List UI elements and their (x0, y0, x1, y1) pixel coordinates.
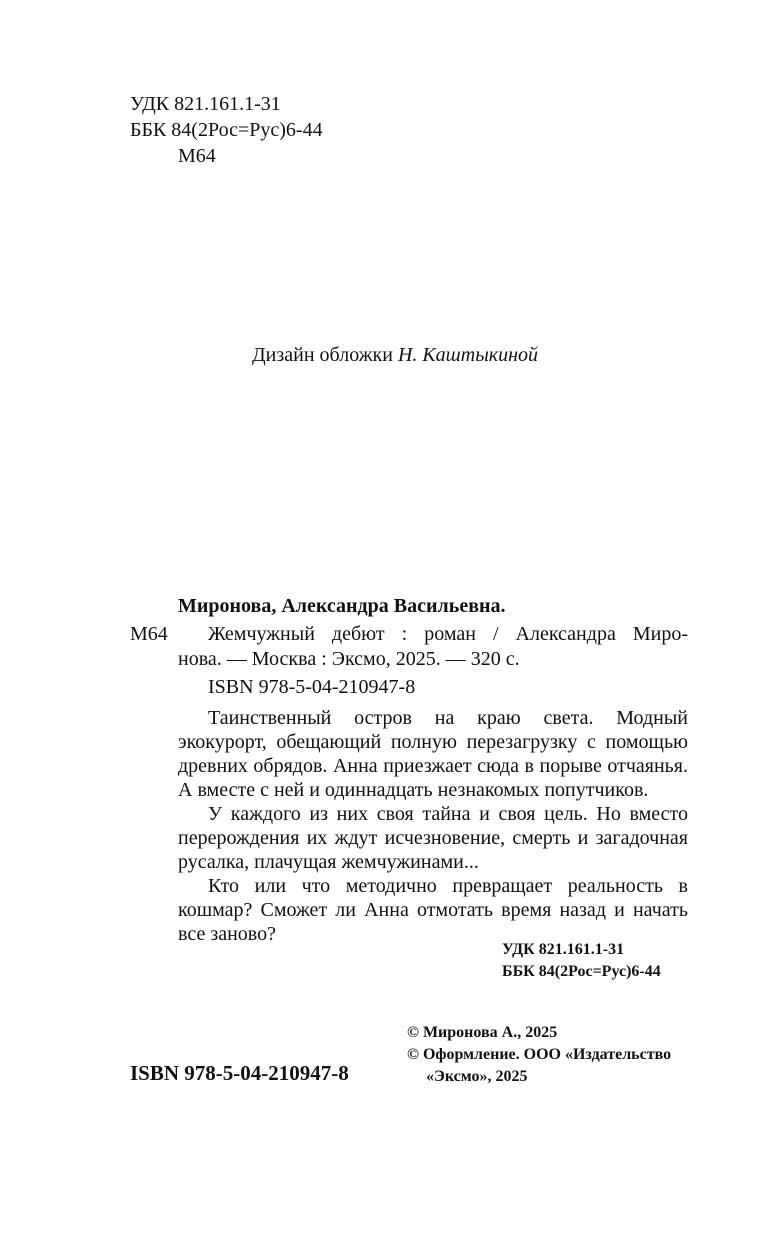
bbk-code-top: ББК 84(2Рос=Рус)6-44 (130, 119, 323, 141)
annotation (178, 706, 688, 946)
author-mark-top: М64 (178, 145, 216, 167)
annotation-paragraph: Таинственный остров на краю света. Модный экокурорт, обещающий полную перезагрузку с помощью древних обрядов. Анна приезжает сюда в порыве отчаянья. А вместе с ней и одиннадцать незнакомых попутчиков. (178, 707, 688, 801)
udk-code-bottom: УДК 821.161.1-31 (502, 941, 625, 958)
annotation-paragraph: Кто или что методично превращает реальность в кошмар? Сможет ли Анна отмотать время назад и начать все заново? (178, 875, 688, 945)
bbk-code-bottom: ББК 84(2Рос=Рус)6-44 (502, 963, 661, 980)
cover-design-credit (252, 343, 538, 367)
copyright-design-line-1: © Оформление. ООО «Издательство (407, 1046, 672, 1063)
title-line-1: Жемчужный дебют : роман / Александра Миро- (208, 623, 688, 645)
cover-designer-name: Н. Каштыкиной (397, 344, 539, 366)
author-heading: Миронова, Александра Васильевна. (178, 595, 506, 617)
isbn-record: ISBN 978-5-04-210947-8 (208, 676, 416, 698)
title-line-2: нова. — Москва : Эксмо, 2025. — 320 с. (178, 648, 520, 670)
author-mark-record: М64 (130, 623, 168, 645)
udk-code-top: УДК 821.161.1-31 (130, 93, 281, 115)
copyright-design-line-2: «Эксмо», 2025 (426, 1068, 528, 1085)
isbn-footer: ISBN 978-5-04-210947-8 (130, 1061, 349, 1085)
copyright-author: © Миронова А., 2025 (407, 1024, 558, 1041)
cover-design-label: Дизайн обложки (252, 344, 398, 366)
annotation-paragraph: У каждого из них своя тайна и своя цель. Но вместо перерождения их ждут исчезновение, смерть и загадочная русалка, плачущая жемчужинами... (178, 803, 688, 873)
